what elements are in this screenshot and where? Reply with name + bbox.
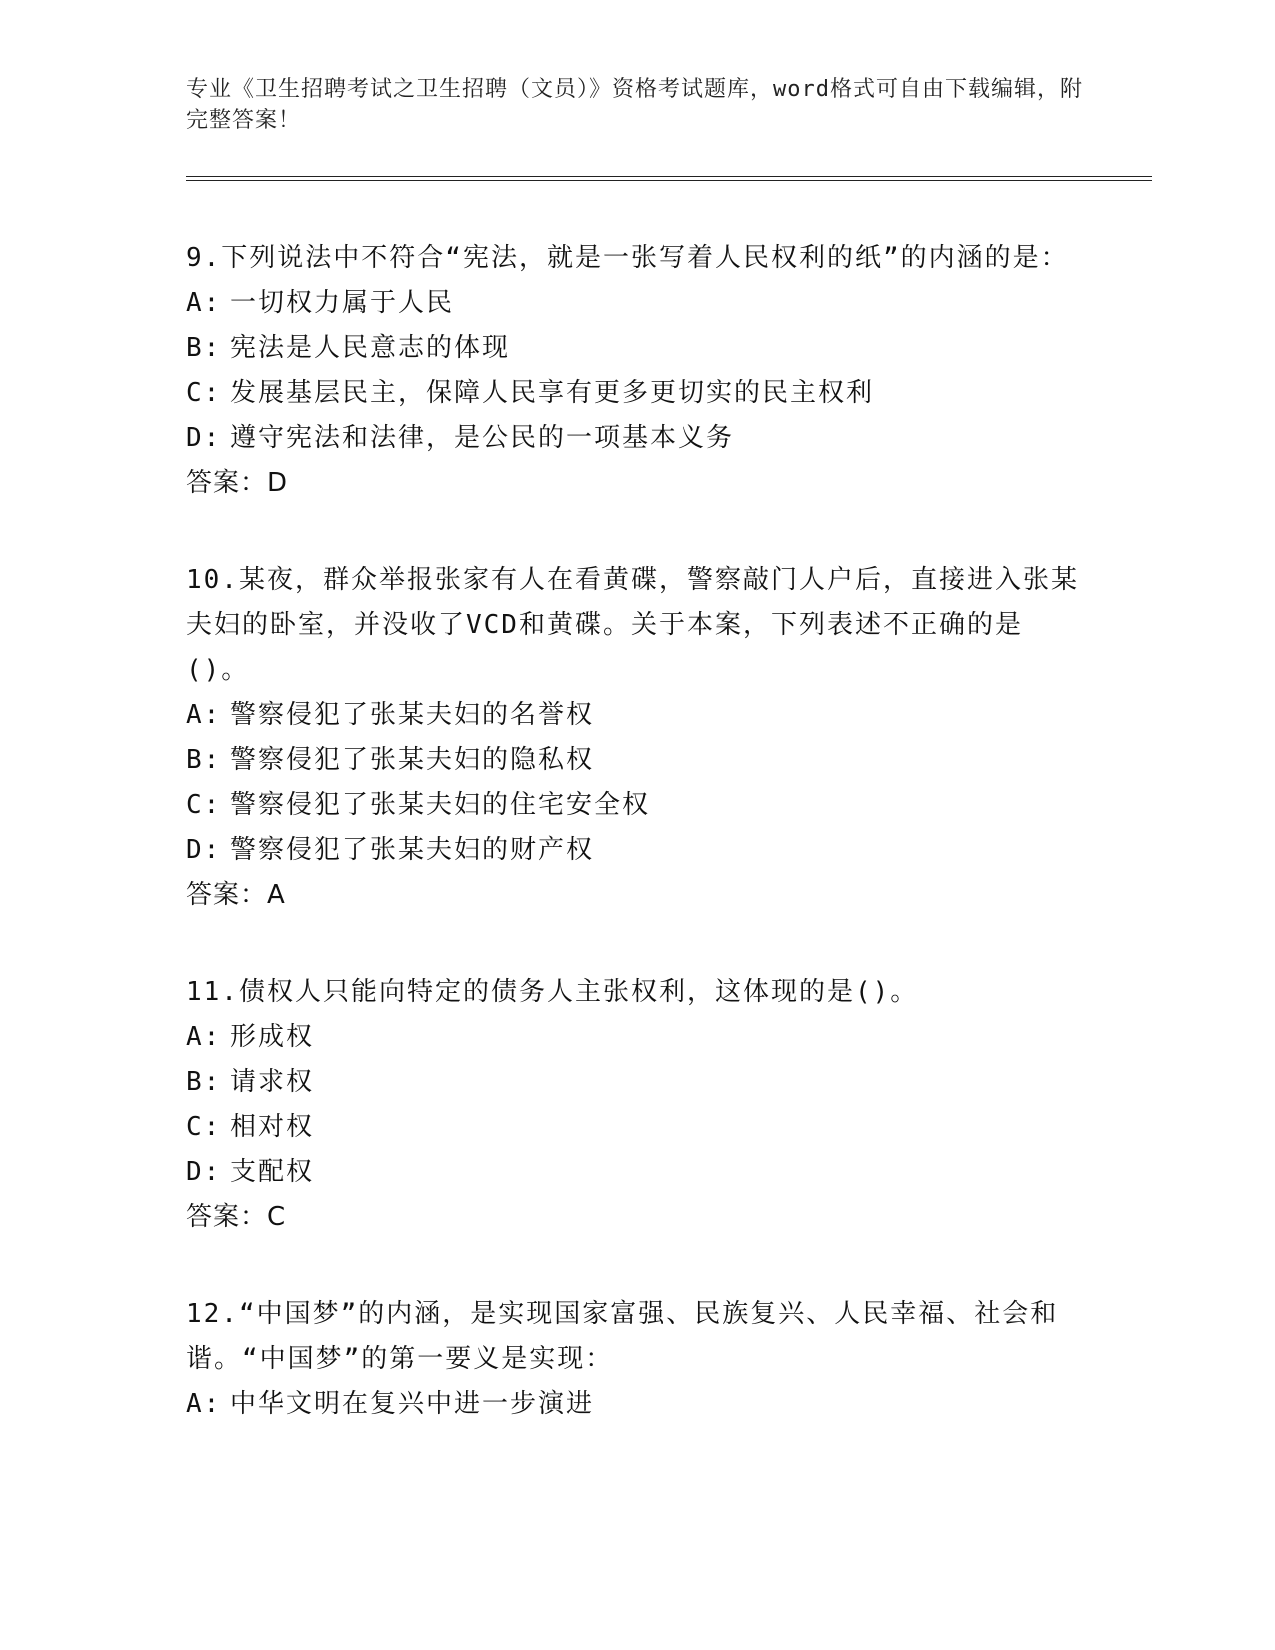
option-d xyxy=(186,1150,1086,1195)
option-d xyxy=(186,416,1086,461)
option-text: 请求权 xyxy=(230,1067,315,1097)
option-a xyxy=(186,281,1086,326)
option-letter: D: xyxy=(186,835,222,865)
option-d xyxy=(186,828,1086,873)
option-letter: C: xyxy=(186,378,222,408)
question-9 xyxy=(186,236,1086,506)
option-a xyxy=(186,1015,1086,1060)
option-text: 支配权 xyxy=(230,1157,315,1187)
option-letter: A: xyxy=(186,1022,222,1052)
option-text: 遵守宪法和法律，是公民的一项基本义务 xyxy=(230,423,735,453)
option-a xyxy=(186,1382,1086,1427)
answer-line: 答案：A xyxy=(186,880,286,910)
option-letter: A: xyxy=(186,1389,222,1419)
option-text: 形成权 xyxy=(230,1022,315,1052)
option-c xyxy=(186,783,1086,828)
option-text: 一切权力属于人民 xyxy=(230,288,455,318)
option-text: 发展基层民主，保障人民享有更多更切实的民主权利 xyxy=(230,378,875,408)
answer-line: 答案：D xyxy=(186,468,289,498)
option-text: 警察侵犯了张某夫妇的财产权 xyxy=(230,835,595,865)
option-letter: B: xyxy=(186,745,222,775)
option-letter: A: xyxy=(186,700,222,730)
option-letter: A: xyxy=(186,288,222,318)
document-header xyxy=(186,74,1086,136)
option-letter: D: xyxy=(186,1157,222,1187)
option-letter: B: xyxy=(186,333,222,363)
option-text: 警察侵犯了张某夫妇的隐私权 xyxy=(230,745,595,775)
header-intro-text: 专业《卫生招聘考试之卫生招聘（文员）》资格考试题库，word格式可自由下载编辑，附完整答案！ xyxy=(186,77,1083,133)
option-text: 警察侵犯了张某夫妇的住宅安全权 xyxy=(230,790,651,820)
option-letter: C: xyxy=(186,790,222,820)
option-c xyxy=(186,371,1086,416)
option-letter: D: xyxy=(186,423,222,453)
question-11 xyxy=(186,970,1086,1240)
header-double-rule xyxy=(186,176,1152,181)
question-10 xyxy=(186,558,1086,918)
question-stem: 10.某夜，群众举报张家有人在看黄碟，警察敲门人户后，直接进入张某夫妇的卧室，并没收了VCD和黄碟。关于本案，下列表述不正确的是()。 xyxy=(186,565,1079,685)
option-text: 警察侵犯了张某夫妇的名誉权 xyxy=(230,700,595,730)
option-a xyxy=(186,693,1086,738)
option-b xyxy=(186,326,1086,371)
option-letter: B: xyxy=(186,1067,222,1097)
question-list xyxy=(186,236,1086,1479)
option-c xyxy=(186,1105,1086,1150)
option-b xyxy=(186,1060,1086,1105)
question-stem: 11.债权人只能向特定的债务人主张权利，这体现的是()。 xyxy=(186,977,919,1007)
option-text: 相对权 xyxy=(230,1112,315,1142)
option-text: 中华文明在复兴中进一步演进 xyxy=(230,1389,595,1419)
option-letter: C: xyxy=(186,1112,222,1142)
question-12 xyxy=(186,1292,1086,1427)
option-text: 宪法是人民意志的体现 xyxy=(230,333,511,363)
question-stem: 9.下列说法中不符合“宪法，就是一张写着人民权利的纸”的内涵的是： xyxy=(186,243,1069,273)
question-stem: 12.“中国梦”的内涵，是实现国家富强、民族复兴、人民幸福、社会和谐。“中国梦”的第一要义是实现： xyxy=(186,1299,1059,1374)
option-b xyxy=(186,738,1086,783)
answer-line: 答案：C xyxy=(186,1202,287,1232)
